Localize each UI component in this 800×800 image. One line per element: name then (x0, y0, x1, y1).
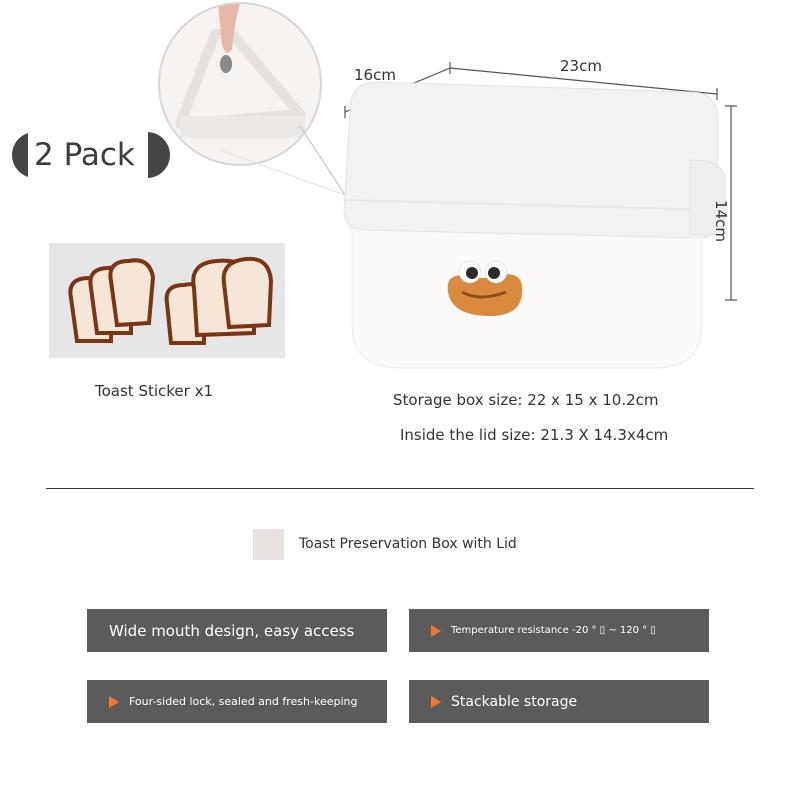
product-variant-label: Toast Preservation Box with Lid (299, 536, 517, 552)
lid-size-text: Inside the lid size: 21.3 X 14.3x4cm (400, 426, 669, 444)
feature-label: Four-sided lock, sealed and fresh-keeping (129, 695, 358, 708)
orange-arrow-icon (431, 696, 441, 708)
orange-arrow-icon (109, 696, 119, 708)
feature-panel-temperature (409, 609, 709, 652)
feature-panel-four-sided-lock (87, 680, 387, 723)
badge-label: 2 Pack (34, 137, 135, 173)
feature-label: Temperature resistance -20 ° ▯ ~ 120 ° ▯ (451, 625, 656, 636)
feature-panel-stackable (409, 680, 709, 723)
color-swatch (253, 529, 284, 560)
box-size-text: Storage box size: 22 x 15 x 10.2cm (393, 391, 659, 409)
toast-sticker-image (49, 243, 285, 358)
orange-arrow-icon (431, 625, 441, 637)
depth-dimension-label: 16cm (354, 66, 396, 84)
feature-label: Stackable storage (451, 693, 578, 710)
width-dimension-label: 23cm (560, 57, 602, 75)
feature-panel-wide-mouth (87, 609, 387, 652)
sticker-caption: Toast Sticker x1 (95, 382, 214, 400)
height-dimension-label: 14cm (712, 200, 730, 242)
section-divider (46, 488, 754, 489)
bread-illustration (49, 243, 285, 358)
feature-label: Wide mouth design, easy access (109, 621, 355, 640)
storage-box-illustration (330, 70, 730, 380)
